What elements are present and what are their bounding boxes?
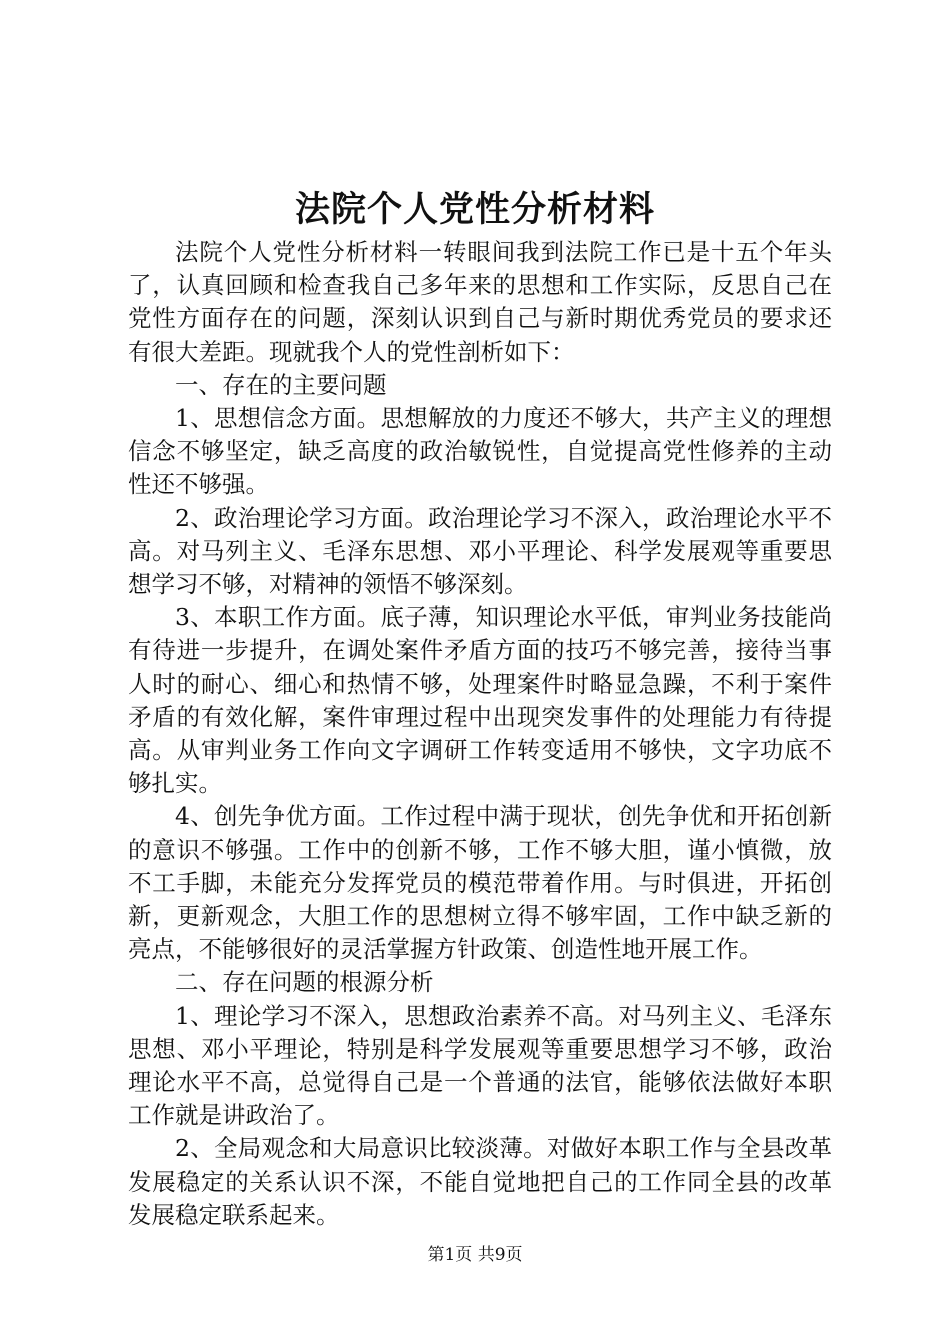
section-heading-root-causes: 二、存在问题的根源分析 bbox=[175, 968, 434, 997]
problem-paragraph-2: 2、政治理论学习方面。政治理论学习不深入，政治理论水平不高。对马列主义、毛泽东思想、邓小平理论、科学发展观等重要思想学习不够，对精神的领悟不够深刻。 bbox=[128, 503, 832, 599]
cause-paragraph-1: 1、理论学习不深入，思想政治素养不高。对马列主义、毛泽东思想、邓小平理论，特别是科学发展观等重要思想学习不够，政治理论水平不高，总觉得自己是一个普通的法官，能够依法做好本职工作就是讲政治了。 bbox=[128, 1001, 832, 1130]
section-heading-problems: 一、存在的主要问题 bbox=[175, 370, 387, 399]
problem-paragraph-4: 4、创先争优方面。工作过程中满于现状，创先争优和开拓创新的意识不够强。工作中的创新不够，工作不够大胆，谨小慎微，放不工手脚，未能充分发挥党员的模范带着作用。与时俱进，开拓创新，更新观念，大胆工作的思想树立得不够牢固，工作中缺乏新的亮点，不能够很好的灵活掌握方针政策、创造性地开展工作。 bbox=[128, 802, 832, 964]
problem-paragraph-1: 1、思想信念方面。思想解放的力度还不够大，共产主义的理想信念不够坚定，缺乏高度的政治敏锐性，自觉提高党性修养的主动性还不够强。 bbox=[128, 404, 832, 499]
page-number-footer: 第1页 共9页 bbox=[427, 1245, 523, 1265]
document-body bbox=[128, 236, 832, 1232]
problem-paragraph-3: 3、本职工作方面。底子薄，知识理论水平低，审判业务技能尚有待进一步提升，在调处案件矛盾方面的技巧不够完善，接待当事人时的耐心、细心和热情不够，处理案件时略显急躁，不利于案件矛盾的有效化解，案件审理过程中出现突发事件的处理能力有待提高。从审判业务工作向文字调研工作转变适用不够快，文字功底不够扎实。 bbox=[128, 603, 832, 798]
intro-paragraph: 法院个人党性分析材料一转眼间我到法院工作已是十五个年头了，认真回顾和检查我自己多年来的思想和工作实际，反思自己在党性方面存在的问题，深刻认识到自己与新时期优秀党员的要求还有很大差距。现就我个人的党性剖析如下： bbox=[128, 238, 832, 366]
document-title: 法院个人党性分析材料 bbox=[294, 189, 655, 230]
cause-paragraph-2: 2、全局观念和大局意识比较淡薄。对做好本职工作与全县改革发展稳定的关系认识不深，不能自觉地把自己的工作同全县的改革发展稳定联系起来。 bbox=[128, 1134, 832, 1229]
